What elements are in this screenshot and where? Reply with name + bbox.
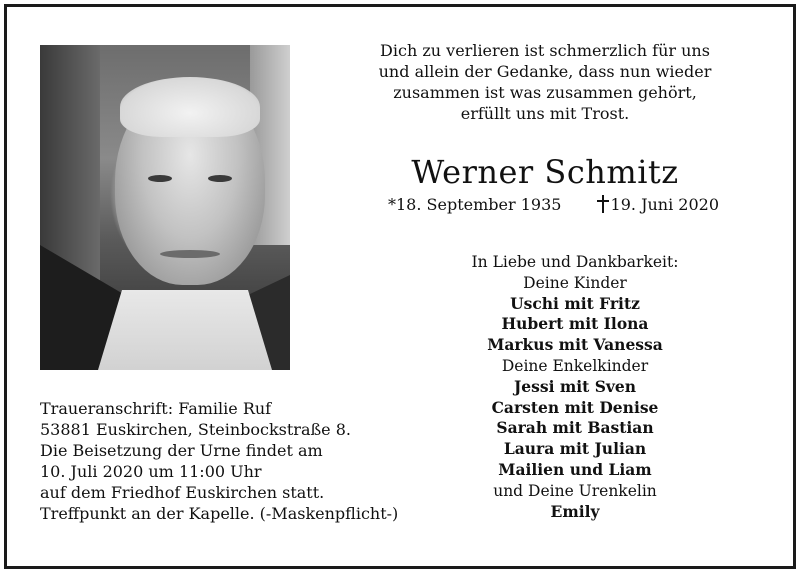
poem-line: und allein der Gedanke, dass nun wieder	[378, 62, 712, 81]
family-line: Emily	[550, 501, 600, 521]
family-line: Mailien und Liam	[498, 459, 652, 479]
info-line: Die Beisetzung der Urne findet am	[40, 441, 323, 460]
poem-line: erfüllt uns mit Trost.	[460, 104, 630, 123]
info-line: Traueranschrift: Familie Ruf	[40, 399, 272, 418]
poem-line: Dich zu verlieren ist schmerzlich für uns	[380, 41, 710, 60]
death-date-group	[597, 194, 719, 216]
info-line: Treffpunkt an der Kapelle. (-Maskenpflicht-)	[40, 504, 399, 523]
family-line: Uschi mit Fritz	[510, 293, 640, 313]
family-line: Laura mit Julian	[503, 439, 647, 459]
family-line: Jessi mit Sven	[513, 376, 637, 396]
family-line: Hubert mit Ilona	[501, 314, 649, 334]
funeral-info	[40, 398, 440, 524]
info-line: 53881 Euskirchen, Steinbockstraße 8.	[40, 420, 351, 439]
info-line: auf dem Friedhof Euskirchen statt.	[40, 483, 325, 502]
info-line: 10. Juli 2020 um 11:00 Uhr	[40, 462, 262, 481]
family-line: Deine Enkelkinder	[501, 356, 649, 375]
family-list	[420, 252, 730, 522]
death-date: 19. Juni 2020	[610, 195, 720, 214]
portrait-photo	[40, 45, 290, 370]
cross-icon	[597, 195, 609, 213]
birth-date: *18. September 1935	[388, 195, 562, 214]
poem-line: zusammen ist was zusammen gehört,	[393, 83, 697, 102]
family-line: Deine Kinder	[523, 273, 627, 292]
family-line: und Deine Urenkelin	[493, 481, 657, 500]
poem	[360, 40, 730, 124]
deceased-name: Werner Schmitz	[411, 153, 679, 191]
life-dates	[388, 194, 748, 216]
family-line: In Liebe und Dankbarkeit:	[471, 253, 679, 271]
family-line: Carsten mit Denise	[491, 397, 659, 417]
family-line: Sarah mit Bastian	[496, 418, 654, 438]
family-line: Markus mit Vanessa	[487, 335, 663, 355]
